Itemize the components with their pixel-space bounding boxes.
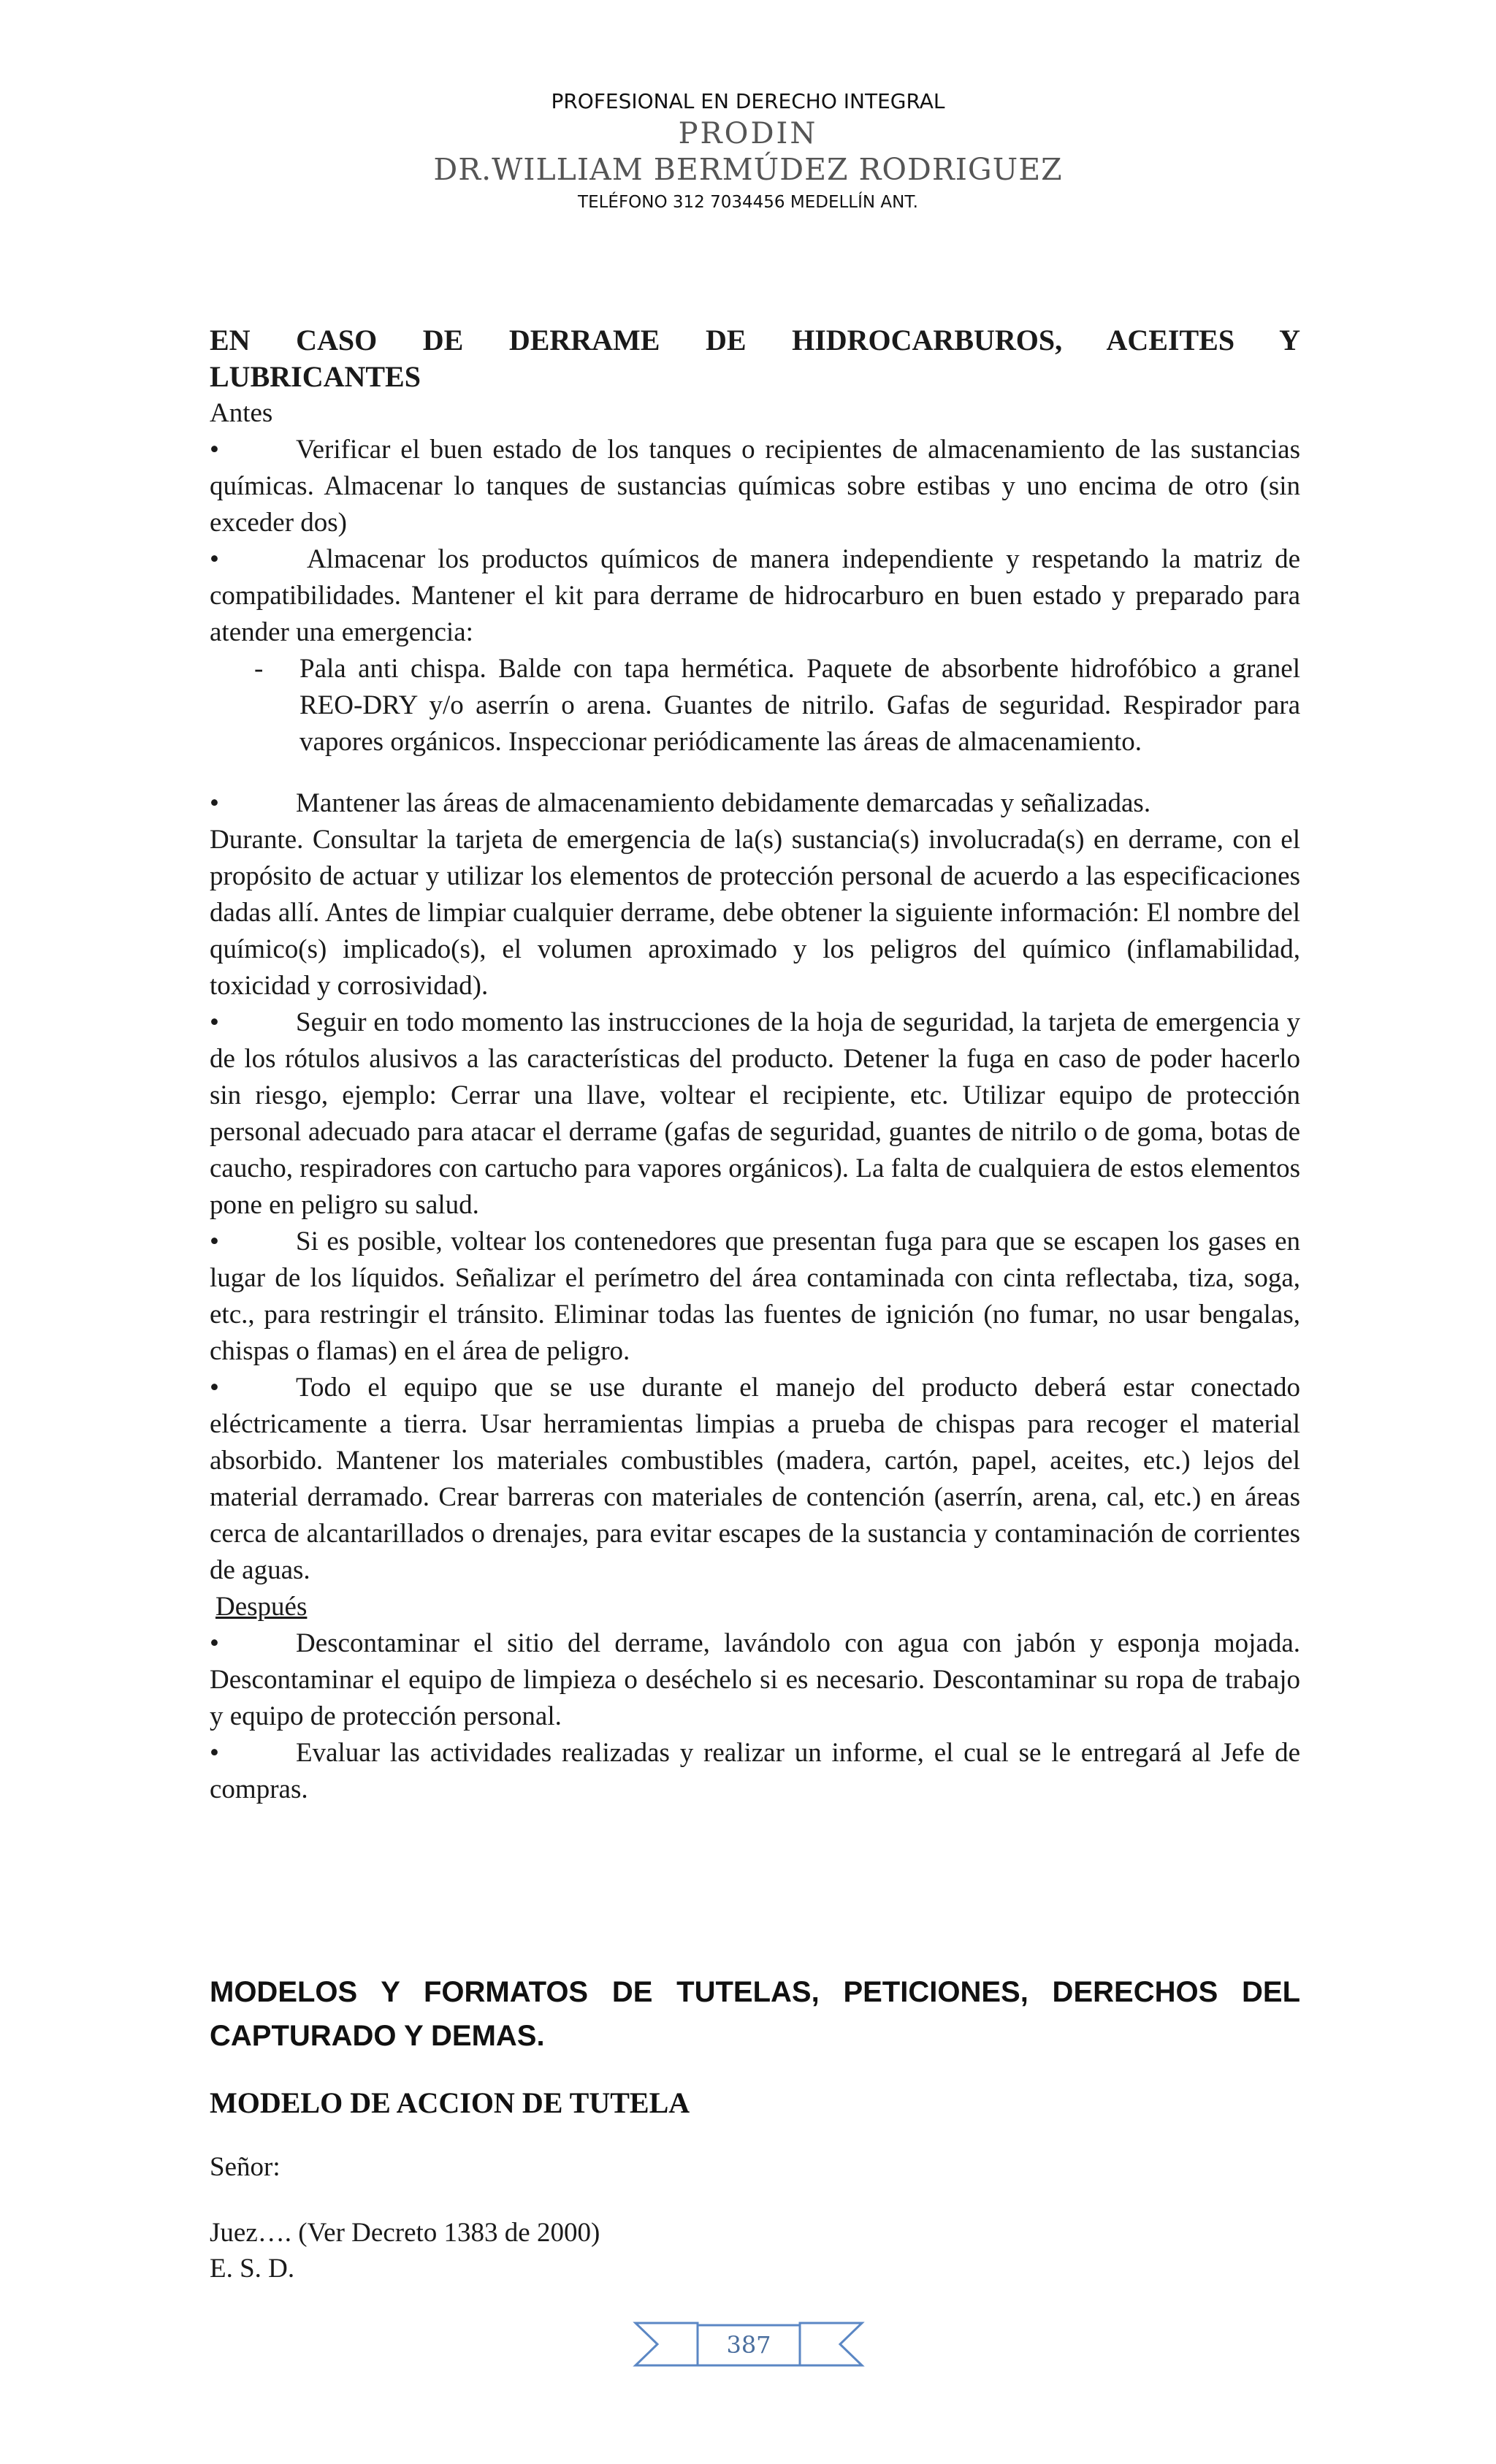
dash-list	[210, 651, 1300, 760]
header-author: DR.WILLIAM BERMÚDEZ RODRIGUEZ	[433, 152, 1063, 187]
modelo-title: MODELO DE ACCION DE TUTELA	[210, 2086, 690, 2119]
addressee-line: Juez…. (Ver Decreto 1383 de 2000)	[210, 2218, 600, 2248]
list-item	[210, 1370, 1300, 1589]
spacer	[210, 760, 1300, 785]
bullet-icon: •	[210, 788, 219, 818]
bullet-icon: •	[210, 1628, 219, 1658]
addressee-abbrev: E. S. D.	[210, 2254, 295, 2284]
dash-icon: -	[254, 654, 264, 684]
list-item-text: Almacenar los productos químicos de manera independiente y respetando la matriz de compatibilidades. Mantener el kit para derrame de hidrocarburo en buen estado y preparado para atender una emergencia:	[210, 544, 1300, 647]
bullet-icon: •	[210, 1227, 219, 1256]
bullet-icon: •	[210, 435, 219, 465]
header-contact: TELÉFONO 312 7034456 MEDELLÍN ANT.	[578, 193, 918, 212]
section2-title-line2: CAPTURADO Y DEMAS.	[210, 2020, 545, 2052]
despues-label	[210, 1589, 1300, 1625]
antes-label: Antes	[210, 398, 273, 428]
despues-label-text: Después	[215, 1592, 308, 1622]
list-item	[210, 1735, 1300, 1808]
bullet-icon: •	[210, 544, 219, 574]
section2-title-line1: MODELOS Y FORMATOS DE TUTELAS, PETICIONES, DERECHOS DEL	[210, 1976, 1300, 2008]
list-item	[210, 1004, 1300, 1224]
durante-paragraph: Durante. Consultar la tarjeta de emergencia de la(s) sustancia(s) involucrada(s) en derrame, con el propósito de actuar y utilizar los elementos de protección personal de acuerdo a las especificaciones dadas allí. Antes de limpiar cualquier derrame, debe obtener la siguiente información: El nombre del químico(s) implicado(s), el volumen aproximado y los peligros del químico (inflamabilidad, toxicidad y corrosividad).	[210, 825, 1300, 1001]
list-item-text: Seguir en todo momento las instrucciones de la hoja de seguridad, la tarjeta de emergencia y de los rótulos alusivos a las características del producto. Detener la fuga en caso de poder hacerlo sin riesgo, ejemplo: Cerrar una llave, voltear el recipiente, etc. Utilizar equipo de protección personal adecuado para atacar el derrame (gafas de seguridad, guantes de nitrilo o de goma, botas de caucho, respiradores con cartucho para vapores orgánicos). La falta de cualquiera de estos elementos pone en peligro su salud.	[210, 1007, 1300, 1220]
salutation: Señor:	[210, 2152, 280, 2182]
header-firm-line: PROFESIONAL EN DERECHO INTEGRAL	[551, 89, 945, 113]
list-item-text: Mantener las áreas de almacenamiento debidamente demarcadas y señalizadas.	[296, 788, 1151, 818]
bullet-icon: •	[210, 1738, 219, 1768]
bullet-icon: •	[210, 1373, 219, 1403]
list-item	[210, 1224, 1300, 1370]
list-item-text: Verificar el buen estado de los tanques o recipientes de almacenamiento de las sustancias químicas. Almacenar lo tanques de sustancias químicas sobre estibas y uno encima de otro (sin exceder dos)	[210, 435, 1300, 538]
section-title-line2: LUBRICANTES	[210, 360, 421, 393]
dash-list-item-text: Pala anti chispa. Balde con tapa hermética. Paquete de absorbente hidrofóbico a granel REO-DRY y/o aserrín o arena. Guantes de nitrilo. Gafas de seguridad. Respirador para vapores orgánicos. Inspeccionar periódicamente las áreas de almacenamiento.	[299, 654, 1300, 757]
section2-title	[210, 1970, 1300, 2058]
list-item	[210, 1625, 1300, 1735]
section-title-line1: EN CASO DE DERRAME DE HIDROCARBUROS, ACEITES Y	[210, 324, 1300, 356]
list-item	[210, 541, 1300, 651]
list-item	[210, 432, 1300, 541]
list-item-text: Descontaminar el sitio del derrame, lavándolo con agua con jabón y esponja mojada. Descontaminar el equipo de limpieza o deséchelo si es necesario. Descontaminar su ropa de trabajo y equipo de protección personal.	[210, 1628, 1300, 1731]
list-item-text: Todo el equipo que se use durante el manejo del producto deberá estar conectado eléctricamente a tierra. Usar herramientas limpias a prueba de chispas para recoger el material absorbido. Mantener los materiales combustibles (madera, cartón, papel, aceites, etc.) lejos del material derramado. Crear barreras con materiales de contención (aserrín, arena, cal, etc.) en áreas cerca de alcantarillados o drenajes, para evitar escapes de la sustancia y contaminación de corrientes de aguas.	[210, 1373, 1300, 1585]
list-item-text: Evaluar las actividades realizadas y realizar un informe, el cual se le entregará al Jefe de compras.	[210, 1738, 1300, 1804]
list-item	[210, 785, 1300, 822]
header-brand: PRODIN	[678, 117, 818, 150]
list-item-text: Si es posible, voltear los contenedores que presentan fuga para que se escapen los gases en lugar de los líquidos. Señalizar el perímetro del área contaminada con cinta reflectaba, tiza, soga, etc., para restringir el tránsito. Eliminar todas las fuentes de ignición (no fumar, no usar bengalas, chispas o flamas) en el área de peligro.	[210, 1227, 1300, 1366]
dash-list-item	[254, 651, 1300, 760]
bullet-icon: •	[210, 1007, 219, 1037]
page-number: 387	[726, 2331, 771, 2359]
section-title	[210, 322, 1300, 395]
section-body	[210, 395, 1300, 1808]
